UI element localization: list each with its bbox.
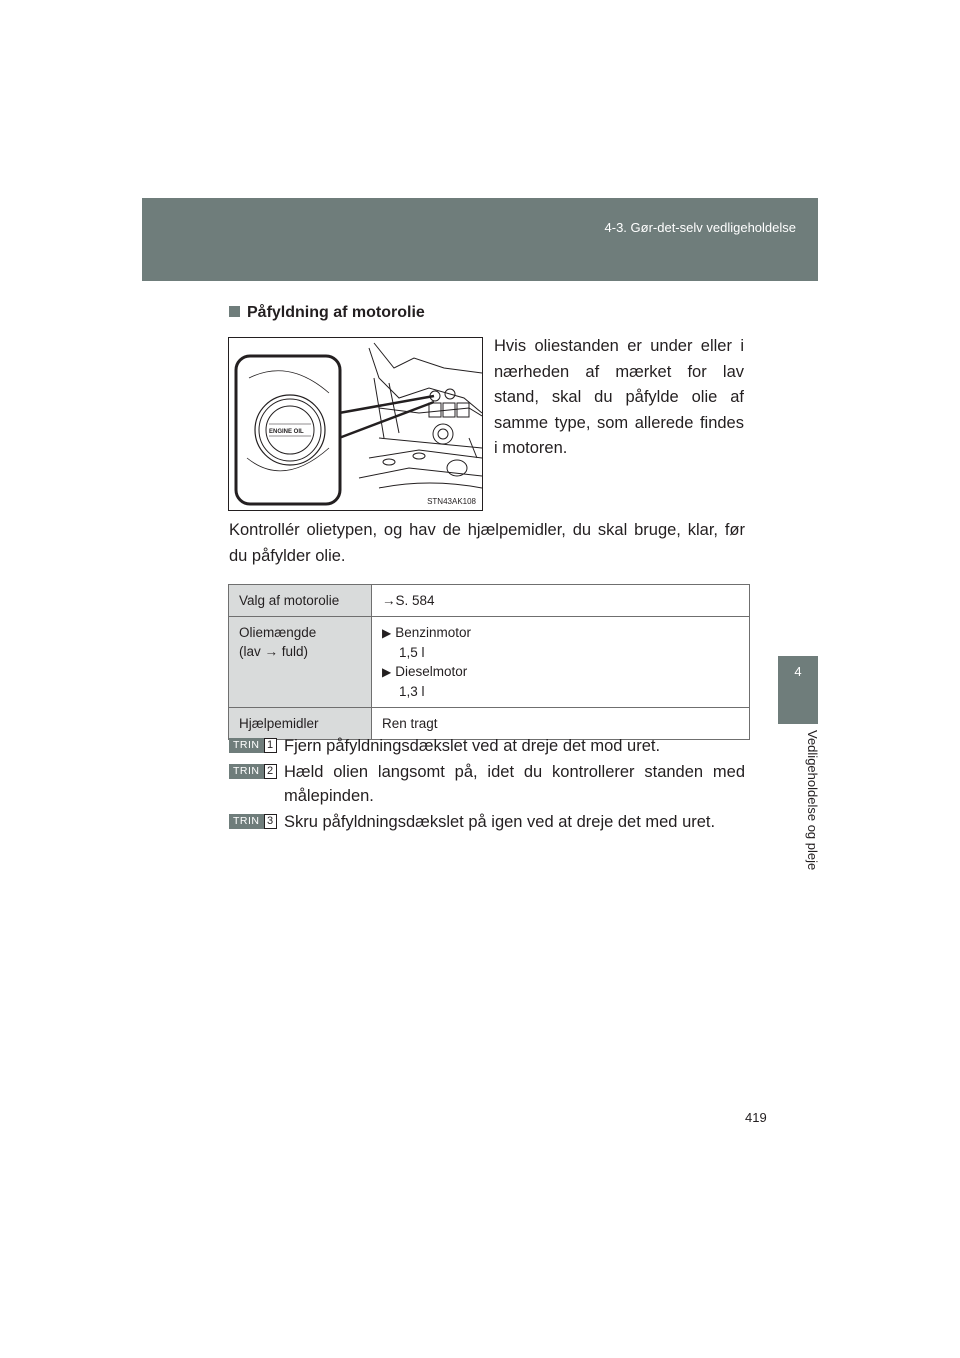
table-key-line: (lav → fuld)	[239, 644, 309, 659]
table-row	[229, 585, 750, 617]
step-badge	[229, 764, 277, 779]
step-1	[229, 734, 745, 758]
section-heading-text: Påfyldning af motorolie	[247, 304, 425, 321]
step-text: Skru påfyldningsdækslet på igen ved at dreje det med uret.	[284, 813, 716, 831]
triangle-bullet-icon: ▶	[382, 665, 392, 679]
oil-spec-table	[228, 584, 750, 740]
table-key-oil-type: Valg af motorolie	[229, 585, 372, 617]
engine-type: Benzinmotor	[395, 625, 472, 640]
table-value-oil-amount	[372, 617, 750, 708]
chapter-side-label: Vedligeholdelse og pleje	[805, 730, 820, 871]
chapter-tab	[778, 656, 818, 724]
step-text: Hæld olien langsomt på, idet du kontrollerer standen med målepinden.	[284, 763, 745, 805]
engine-type: Dieselmotor	[395, 664, 468, 679]
header-band	[142, 198, 818, 281]
engine-amount: 1,3 l	[399, 684, 425, 699]
step-badge-number: 3	[264, 814, 277, 829]
intro-text: Hvis oliestanden er under eller i nærheden af mærket for lav stand, skal du påfylde olie af samme type, som allerede findes i motoren.	[494, 337, 744, 457]
figure-code: STN43AK108	[427, 497, 476, 506]
steps-list	[229, 734, 745, 836]
engine-amount: 1,5 l	[399, 645, 425, 660]
body-paragraph: Kontrollér olietypen, og hav de hjælpemidler, du skal bruge, klar, før du påfylder olie.	[229, 521, 745, 565]
step-badge-number: 2	[264, 764, 277, 779]
square-bullet-icon	[229, 306, 240, 317]
engine-oil-cap-illustration	[228, 337, 483, 511]
table-row	[229, 617, 750, 708]
step-3	[229, 810, 745, 834]
step-badge-number: 1	[264, 738, 277, 753]
section-heading	[229, 304, 425, 322]
step-badge-label: TRIN	[229, 738, 264, 753]
table-value-oil-type: →S. 584	[372, 585, 750, 617]
list-item	[382, 623, 739, 643]
chapter-tab-number: 4	[794, 664, 802, 679]
table-key-oil-amount	[229, 617, 372, 708]
list-item	[382, 662, 739, 682]
table-key-line: Oliemængde	[239, 625, 317, 640]
step-2	[229, 760, 745, 808]
step-badge-label: TRIN	[229, 764, 264, 779]
triangle-bullet-icon: ▶	[382, 626, 392, 640]
step-text: Fjern påfyldningsdækslet ved at dreje det mod uret.	[284, 737, 661, 755]
step-badge	[229, 814, 277, 829]
engine-illustration-svg	[229, 338, 482, 510]
table-key-tools: Hjælpemidler	[229, 708, 372, 740]
oil-cap-label: ENGINE OIL	[269, 429, 304, 435]
step-badge	[229, 738, 277, 753]
page-number: 419	[745, 1110, 767, 1125]
step-badge-label: TRIN	[229, 814, 264, 829]
chapter-title: 4-3. Gør-det-selv vedligeholdelse	[604, 220, 796, 235]
table-value-tools: Ren tragt	[372, 708, 750, 740]
